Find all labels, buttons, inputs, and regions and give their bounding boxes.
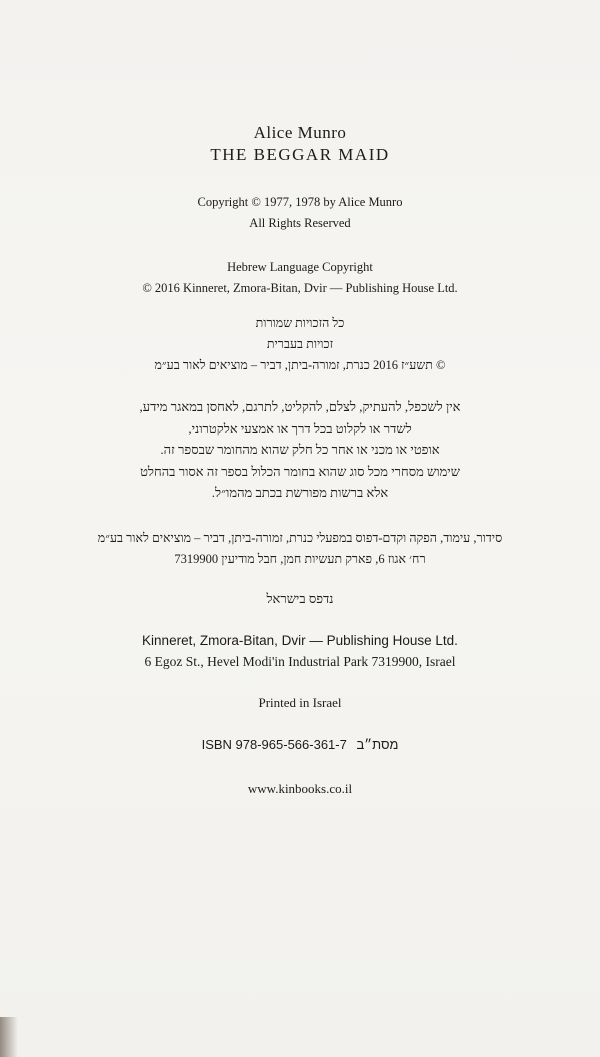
legal-line: אלא ברשות מפורשת בכתב מהמו״ל. bbox=[211, 485, 389, 500]
production-line: רח׳ אגוז 6, פארק תעשיות חמן, חבל מודיעין 7319900 bbox=[174, 552, 426, 566]
hebrew-rights-block bbox=[0, 313, 600, 376]
book-title: THE BEGGAR MAID bbox=[210, 145, 390, 164]
printed-in-israel bbox=[0, 695, 600, 711]
hebrew-rights-line: © תשע״ז 2016 כנרת, זמורה-ביתן, דביר – מוציאים לאור בע״מ bbox=[154, 358, 446, 372]
legal-line: אופטי או מכני או אחר כל חלק שהוא מהחומר שבספר זה. bbox=[160, 442, 440, 457]
publisher-street: 6 Egoz St., Hevel Modi'in Industrial Park 7319900, Israel bbox=[144, 654, 456, 669]
printed-text: Printed in Israel bbox=[258, 695, 342, 710]
hebrew-production-credits bbox=[0, 528, 600, 570]
website-url[interactable]: www.kinbooks.co.il bbox=[247, 781, 353, 796]
hebrew-rights-line: כל הזכויות שמורות bbox=[255, 316, 345, 330]
title-block bbox=[0, 122, 600, 166]
hebrew-rights-line: זכויות בעברית bbox=[266, 337, 334, 351]
printed-hebrew-text: נדפס בישראל bbox=[266, 591, 334, 606]
publisher-name: Kinneret, Zmora-Bitan, Dvir — Publishing House Ltd. bbox=[142, 633, 458, 648]
isbn-number: ISBN 978-965-566-361-7 bbox=[201, 737, 347, 752]
copyright-line: Copyright © 1977, 1978 by Alice Munro bbox=[197, 195, 403, 209]
author-name: Alice Munro bbox=[253, 123, 347, 142]
hebrew-language-copyright bbox=[0, 257, 600, 299]
legal-line: אין לשכפל, להעתיק, לצלם, להקליט, לתרגם, לאחסן במאגר מידע, bbox=[139, 399, 461, 414]
production-line: סידור, עימוד, הפקה וקדם-דפוס במפעלי כנרת, זמורה-ביתן, דביר – מוציאים לאור בע״מ bbox=[97, 531, 503, 545]
printed-in-israel-hebrew bbox=[0, 591, 600, 607]
page-edge-shadow bbox=[0, 1017, 18, 1057]
legal-line: לשדר או לקלוט בכל דרך או אמצעי אלקטרוני, bbox=[188, 420, 412, 436]
original-copyright bbox=[0, 192, 600, 234]
hebrew-copyright-holder: © 2016 Kinneret, Zmora-Bitan, Dvir — Publishing House Ltd. bbox=[142, 281, 458, 295]
isbn-line bbox=[0, 737, 600, 752]
legal-line: שימוש מסחרי מכל סוג שהוא בחומר הכלול בספר זה אסור בהחלט bbox=[140, 463, 460, 479]
website bbox=[0, 781, 600, 797]
publisher-address bbox=[0, 630, 600, 672]
hebrew-copyright-heading: Hebrew Language Copyright bbox=[227, 260, 373, 274]
isbn-hebrew-label: מסת״ב bbox=[356, 737, 399, 752]
hebrew-legal-notice bbox=[0, 396, 600, 504]
rights-reserved-line: All Rights Reserved bbox=[249, 216, 351, 230]
